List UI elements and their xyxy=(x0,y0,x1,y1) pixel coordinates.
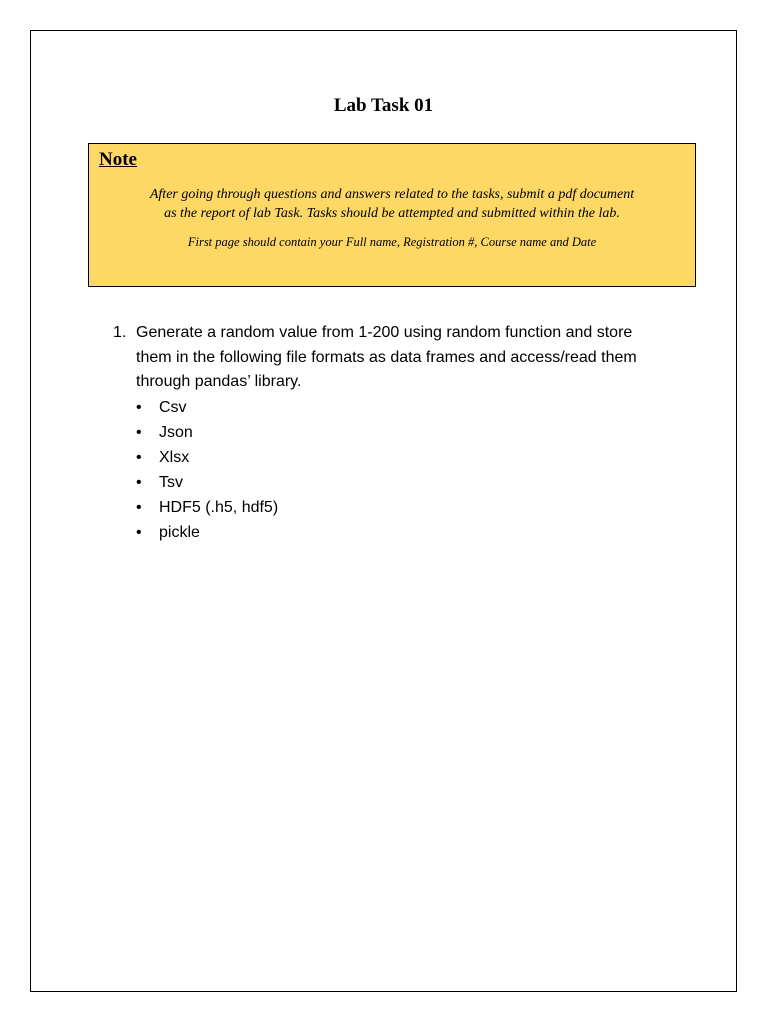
list-item xyxy=(136,420,693,445)
bullet-icon: • xyxy=(136,423,142,441)
list-item xyxy=(136,470,693,495)
format-label: Csv xyxy=(159,398,187,416)
task-text-line: through pandas’ library. xyxy=(136,373,302,390)
format-list xyxy=(136,395,693,545)
task-text-line: them in the following file formats as data frames and access/read them xyxy=(136,348,637,366)
note-heading: Note xyxy=(99,149,137,170)
task-number: 1. xyxy=(113,324,127,341)
task-text-line: Generate a random value from 1-200 using random function and store xyxy=(136,324,633,341)
format-label: Json xyxy=(159,423,193,441)
list-item xyxy=(136,445,693,470)
list-item xyxy=(136,495,693,520)
note-box xyxy=(88,143,696,287)
bullet-icon: • xyxy=(136,448,142,466)
list-item xyxy=(136,520,693,545)
bullet-icon: • xyxy=(136,398,142,416)
format-label: Tsv xyxy=(159,473,183,491)
page-title: Lab Task 01 xyxy=(333,95,434,116)
note-text-line: After going through questions and answers related to the tasks, submit a pdf document xyxy=(149,187,635,202)
format-label: Xlsx xyxy=(159,448,190,466)
document-page xyxy=(30,30,737,992)
list-item xyxy=(136,395,693,420)
bullet-icon: • xyxy=(136,473,142,491)
format-label: HDF5 (.h5, hdf5) xyxy=(159,498,279,516)
task-item xyxy=(113,321,693,545)
bullet-icon: • xyxy=(136,498,142,516)
task-list xyxy=(113,321,693,545)
note-text-line: as the report of lab Task. Tasks should be attempted and submitted within the lab. xyxy=(164,206,620,221)
format-label: pickle xyxy=(159,523,200,541)
note-text-line: First page should contain your Full name, Registration #, Course name and Date xyxy=(187,235,597,249)
bullet-icon: • xyxy=(136,523,142,541)
